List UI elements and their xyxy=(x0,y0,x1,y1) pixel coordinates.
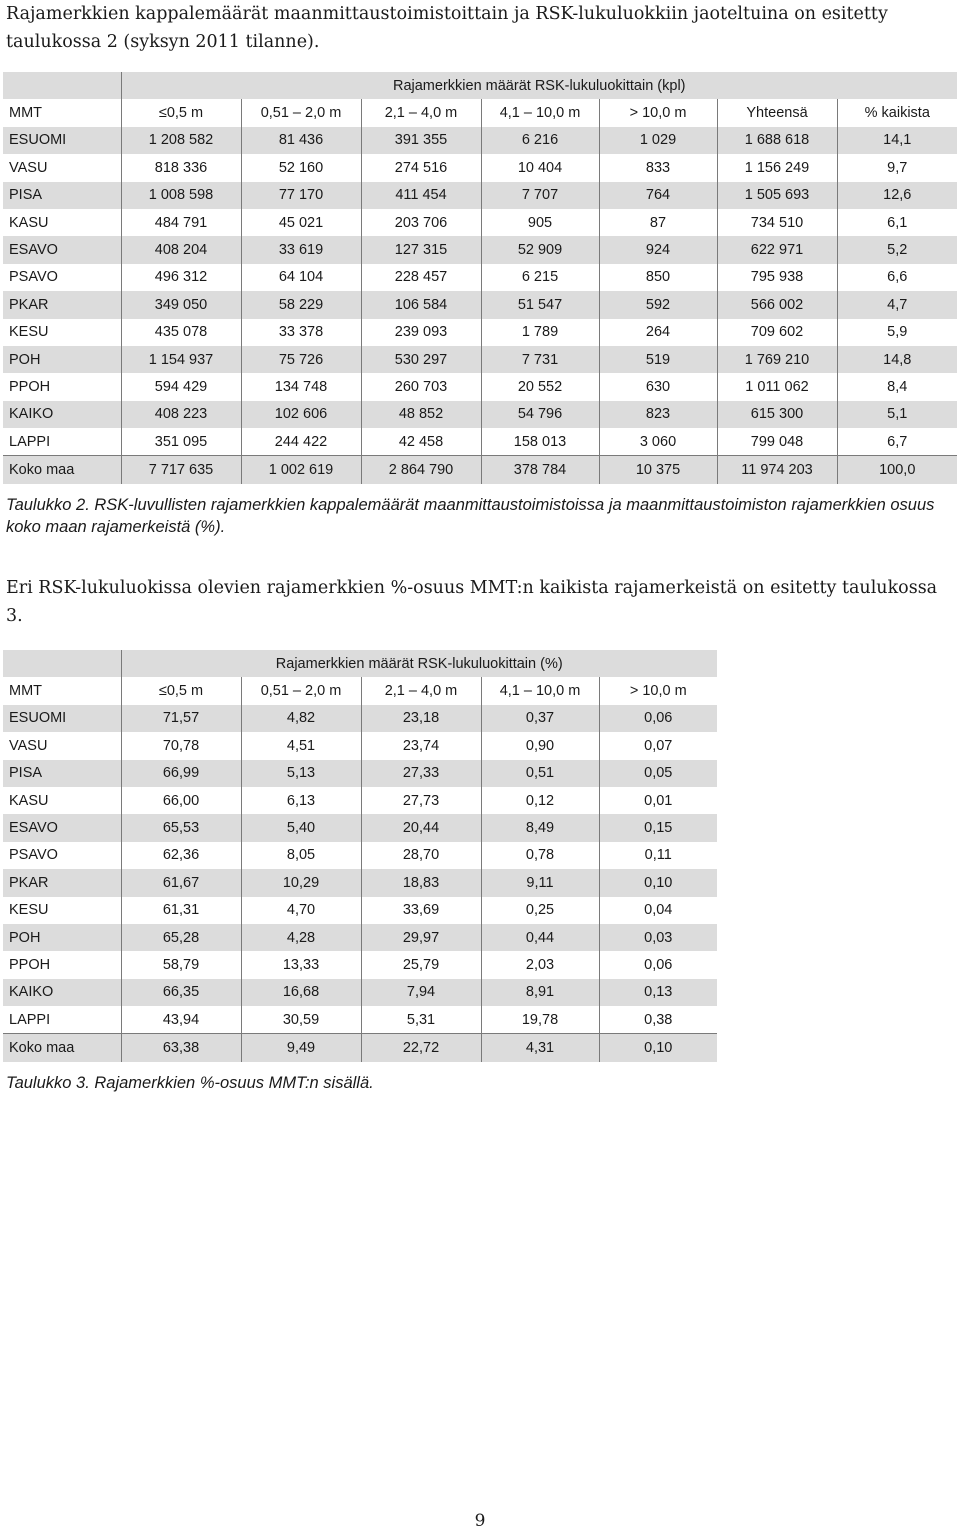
table-row xyxy=(3,705,717,732)
table-cell: 7,94 xyxy=(361,979,481,1006)
table-cell: 264 xyxy=(599,319,717,346)
table-cell: 158 013 xyxy=(481,428,599,456)
table-cell: 1 154 937 xyxy=(121,346,241,373)
table-row xyxy=(3,236,957,263)
table-cell: 411 454 xyxy=(361,182,481,209)
table-cell: 823 xyxy=(599,401,717,428)
row-label: PISA xyxy=(3,760,121,787)
table-cell: 239 093 xyxy=(361,319,481,346)
table-cell: 70,78 xyxy=(121,732,241,759)
table-2-header-total: Yhteensä xyxy=(717,99,837,126)
table-cell: 23,18 xyxy=(361,705,481,732)
table-cell: 4,7 xyxy=(837,291,957,318)
table-cell: 4,31 xyxy=(481,1034,599,1062)
row-label: LAPPI xyxy=(3,428,121,456)
table-cell: 1 789 xyxy=(481,319,599,346)
row-label: PKAR xyxy=(3,291,121,318)
table-cell: 4,28 xyxy=(241,924,361,951)
table-cell: 100,0 xyxy=(837,456,957,484)
table-cell: 19,78 xyxy=(481,1006,599,1034)
table-cell: 5,9 xyxy=(887,324,908,341)
table-cell: 7 707 xyxy=(481,182,599,209)
table-2-header-row xyxy=(3,99,957,126)
table-cell: 8,05 xyxy=(241,842,361,869)
table-row xyxy=(3,154,957,181)
table-cell: 260 703 xyxy=(361,373,481,400)
table-cell: 20,44 xyxy=(361,814,481,841)
table-cell: 5,40 xyxy=(241,814,361,841)
table-cell: 244 422 xyxy=(241,428,361,456)
table-2-title: Rajamerkkien määrät RSK-lukuluokittain (kpl) xyxy=(121,72,957,99)
table-3-corner-cell xyxy=(3,650,121,677)
table-row xyxy=(3,291,957,318)
table-cell: 102 606 xyxy=(241,401,361,428)
table-cell: 905 xyxy=(481,209,599,236)
table-cell: 52 160 xyxy=(241,154,361,181)
intro-paragraph: Rajamerkkien kappalemäärät maanmittaustoimistoittain ja RSK-lukuluokkiin jaoteltuina on esitetty taulukossa 2 (syksyn 2011 tilanne). xyxy=(6,4,888,52)
table-cell: 1 688 618 xyxy=(717,127,837,154)
table-row xyxy=(3,897,717,924)
table-cell: 18,83 xyxy=(361,869,481,896)
table-3-header-class-1: ≤0,5 m xyxy=(121,677,241,704)
table-cell: 0,44 xyxy=(481,924,599,951)
table-cell: 496 312 xyxy=(121,264,241,291)
table-cell: 8,4 xyxy=(887,378,908,395)
table-cell: 622 971 xyxy=(717,236,837,263)
table-cell: 30,59 xyxy=(241,1006,361,1034)
table-cell: 0,11 xyxy=(644,847,672,864)
table-cell: 14,1 xyxy=(837,127,957,154)
table-cell: 106 584 xyxy=(361,291,481,318)
table-cell: 66,99 xyxy=(121,760,241,787)
row-label: Koko maa xyxy=(3,456,121,484)
row-label: ESAVO xyxy=(3,814,121,841)
table-row xyxy=(3,264,957,291)
table-cell: 484 791 xyxy=(121,209,241,236)
table-cell: 228 457 xyxy=(361,264,481,291)
table-cell: 0,51 xyxy=(481,760,599,787)
row-label: Koko maa xyxy=(3,1034,121,1062)
table-row xyxy=(3,732,717,759)
table-cell: 1 769 210 xyxy=(717,346,837,373)
table-cell: 378 784 xyxy=(481,456,599,484)
table-3-title: Rajamerkkien määrät RSK-lukuluokittain (%) xyxy=(121,650,717,677)
table-2-header-class-3: 2,1 – 4,0 m xyxy=(361,99,481,126)
table-cell: 0,38 xyxy=(644,1011,673,1028)
table-cell: 1 029 xyxy=(599,127,717,154)
table-cell: 22,72 xyxy=(361,1034,481,1062)
table-cell: 408 204 xyxy=(121,236,241,263)
row-label: KAIKO xyxy=(3,401,121,428)
table-cell: 7 731 xyxy=(481,346,599,373)
table-cell: 1 011 062 xyxy=(717,373,837,400)
table-cell: 81 436 xyxy=(241,127,361,154)
table-cell: 33 378 xyxy=(241,319,361,346)
table-cell: 33 619 xyxy=(241,236,361,263)
table-cell: 13,33 xyxy=(241,951,361,978)
middle-paragraph: Eri RSK-lukuluokissa olevien rajamerkkien %-osuus MMT:n kaikista rajamerkeistä on esitetty taulukossa 3. xyxy=(6,578,938,626)
row-label: KAIKO xyxy=(3,979,121,1006)
table-row xyxy=(3,428,957,456)
table-cell: 592 xyxy=(599,291,717,318)
table-cell: 27,73 xyxy=(361,787,481,814)
table-cell: 10 375 xyxy=(599,456,717,484)
table-cell: 850 xyxy=(599,264,717,291)
table-cell: 8,91 xyxy=(481,979,599,1006)
table-cell: 274 516 xyxy=(361,154,481,181)
table-cell: 5,13 xyxy=(241,760,361,787)
table-row xyxy=(3,1006,717,1034)
table-cell: 10 404 xyxy=(481,154,599,181)
table-cell: 62,36 xyxy=(121,842,241,869)
row-label: LAPPI xyxy=(3,1006,121,1034)
table-cell: 43,94 xyxy=(121,1006,241,1034)
table-cell: 33,69 xyxy=(361,897,481,924)
table-3-header-class-5: > 10,0 m xyxy=(629,683,687,700)
table-cell: 23,74 xyxy=(361,732,481,759)
table-cell: 764 xyxy=(599,182,717,209)
table-cell: 5,31 xyxy=(361,1006,481,1034)
table-cell: 66,35 xyxy=(121,979,241,1006)
row-label: PSAVO xyxy=(3,842,121,869)
table-cell: 51 547 xyxy=(481,291,599,318)
table-cell: 734 510 xyxy=(717,209,837,236)
table-cell: 0,06 xyxy=(599,705,717,732)
table-cell: 4,51 xyxy=(241,732,361,759)
table-2-corner-cell xyxy=(3,72,121,99)
row-label: ESUOMI xyxy=(3,705,121,732)
row-label: VASU xyxy=(3,732,121,759)
table-cell: 1 505 693 xyxy=(717,182,837,209)
table-cell: 52 909 xyxy=(481,236,599,263)
table-cell: 65,28 xyxy=(121,924,241,951)
table-cell: 6,13 xyxy=(241,787,361,814)
table-cell: 6 216 xyxy=(481,127,599,154)
row-label: KASU xyxy=(3,209,121,236)
table-cell: 9,11 xyxy=(481,869,599,896)
table-2-header-class-5: > 10,0 m xyxy=(599,99,717,126)
table-cell: 134 748 xyxy=(241,373,361,400)
table-cell: 709 602 xyxy=(717,319,837,346)
row-label: ESUOMI xyxy=(3,127,121,154)
table-2-header-class-4: 4,1 – 10,0 m xyxy=(481,99,599,126)
table-cell: 10,29 xyxy=(241,869,361,896)
row-label: KASU xyxy=(3,787,121,814)
row-label: PISA xyxy=(3,182,121,209)
table-row xyxy=(3,127,957,154)
table-2-header-class-2: 0,51 – 2,0 m xyxy=(241,99,361,126)
row-label: PPOH xyxy=(3,373,121,400)
table-cell: 530 297 xyxy=(361,346,481,373)
table-3-header-mmt: MMT xyxy=(3,677,121,704)
table-row xyxy=(3,951,717,978)
table-cell: 2,03 xyxy=(481,951,599,978)
table-cell: 0,37 xyxy=(481,705,599,732)
table-cell: 127 315 xyxy=(361,236,481,263)
table-2-header-class-1: ≤0,5 m xyxy=(121,99,241,126)
table-cell: 0,01 xyxy=(644,792,673,809)
row-label: PPOH xyxy=(3,951,121,978)
table-row xyxy=(3,319,957,346)
table-cell: 61,67 xyxy=(121,869,241,896)
table-cell: 799 048 xyxy=(717,428,837,456)
table-cell: 9,7 xyxy=(887,159,908,176)
table-cell: 65,53 xyxy=(121,814,241,841)
table-cell: 66,00 xyxy=(121,787,241,814)
table-cell: 77 170 xyxy=(241,182,361,209)
table-cell: 0,06 xyxy=(644,956,673,973)
table-cell: 594 429 xyxy=(121,373,241,400)
table-3-header-class-3: 2,1 – 4,0 m xyxy=(361,677,481,704)
table-cell: 6,6 xyxy=(887,269,908,286)
table-cell: 0,78 xyxy=(481,842,599,869)
table-row xyxy=(3,842,717,869)
table-row xyxy=(3,760,717,787)
table-cell: 6,1 xyxy=(887,214,908,231)
table-cell: 0,15 xyxy=(599,814,717,841)
table-cell: 61,31 xyxy=(121,897,241,924)
table-cell: 45 021 xyxy=(241,209,361,236)
table-3-title-row xyxy=(3,650,717,677)
row-label: KESU xyxy=(3,897,121,924)
table-cell: 203 706 xyxy=(361,209,481,236)
row-label: POH xyxy=(3,346,121,373)
table-cell: 87 xyxy=(599,209,717,236)
table-cell: 58,79 xyxy=(121,951,241,978)
table-cell: 3 060 xyxy=(599,428,717,456)
table-cell: 16,68 xyxy=(241,979,361,1006)
table-cell: 27,33 xyxy=(361,760,481,787)
row-label: KESU xyxy=(3,319,121,346)
table-cell: 0,10 xyxy=(599,869,717,896)
table-cell: 1 002 619 xyxy=(241,456,361,484)
row-label: PKAR xyxy=(3,869,121,896)
table-cell: 833 xyxy=(599,154,717,181)
table-cell: 6 215 xyxy=(481,264,599,291)
table-cell: 0,13 xyxy=(599,979,717,1006)
table-cell: 63,38 xyxy=(121,1034,241,1062)
table-cell: 7 717 635 xyxy=(121,456,241,484)
table-cell: 1 008 598 xyxy=(121,182,241,209)
table-cell: 795 938 xyxy=(717,264,837,291)
table-cell: 75 726 xyxy=(241,346,361,373)
table-cell: 566 002 xyxy=(717,291,837,318)
table-2 xyxy=(3,72,957,484)
table-cell: 12,6 xyxy=(837,182,957,209)
table-cell: 2 864 790 xyxy=(361,456,481,484)
table-cell: 0,12 xyxy=(481,787,599,814)
table-cell: 391 355 xyxy=(361,127,481,154)
table-3-header-class-2: 0,51 – 2,0 m xyxy=(241,677,361,704)
table-cell: 0,05 xyxy=(599,760,717,787)
table-cell: 28,70 xyxy=(361,842,481,869)
table-row xyxy=(3,924,717,951)
table-3-header-row xyxy=(3,677,717,704)
table-cell: 4,70 xyxy=(241,897,361,924)
table-cell: 5,2 xyxy=(837,236,957,263)
page-number: 9 xyxy=(474,1511,486,1531)
table-cell: 0,04 xyxy=(644,902,673,919)
table-cell: 351 095 xyxy=(121,428,241,456)
table-2-header-mmt: MMT xyxy=(3,99,121,126)
table-cell: 11 974 203 xyxy=(717,456,837,484)
table-cell: 25,79 xyxy=(361,951,481,978)
table-cell: 0,25 xyxy=(481,897,599,924)
table-cell: 924 xyxy=(599,236,717,263)
table-3-header-class-4: 4,1 – 10,0 m xyxy=(481,677,599,704)
table-2-caption: Taulukko 2. RSK-luvullisten rajamerkkien kappalemäärät maanmittaustoimistoissa ja maanmittaustoimiston rajamerkkien osuus koko maan rajamerkeistä (%). xyxy=(6,496,935,536)
row-label: ESAVO xyxy=(3,236,121,263)
table-cell: 5,1 xyxy=(837,401,957,428)
table-cell: 0,03 xyxy=(599,924,717,951)
table-cell: 1 156 249 xyxy=(717,154,837,181)
table-cell: 71,57 xyxy=(121,705,241,732)
table-3 xyxy=(3,650,717,1062)
table-cell: 519 xyxy=(599,346,717,373)
table-row xyxy=(3,373,957,400)
row-label: VASU xyxy=(3,154,121,181)
table-cell: 29,97 xyxy=(361,924,481,951)
table-cell: 0,90 xyxy=(481,732,599,759)
row-label: PSAVO xyxy=(3,264,121,291)
table-row xyxy=(3,182,957,209)
table-2-title-row xyxy=(3,72,957,99)
table-cell: 349 050 xyxy=(121,291,241,318)
row-label: POH xyxy=(3,924,121,951)
table-row xyxy=(3,814,717,841)
table-cell: 408 223 xyxy=(121,401,241,428)
table-row xyxy=(3,1034,717,1062)
table-row xyxy=(3,209,957,236)
table-cell: 9,49 xyxy=(241,1034,361,1062)
table-row xyxy=(3,456,957,484)
table-cell: 0,07 xyxy=(644,737,673,754)
table-cell: 54 796 xyxy=(481,401,599,428)
table-2-header-share: % kaikista xyxy=(864,105,930,122)
table-cell: 8,49 xyxy=(481,814,599,841)
table-cell: 6,7 xyxy=(887,433,908,450)
table-cell: 42 458 xyxy=(361,428,481,456)
table-cell: 58 229 xyxy=(241,291,361,318)
table-cell: 818 336 xyxy=(121,154,241,181)
table-row xyxy=(3,346,957,373)
table-row xyxy=(3,979,717,1006)
table-cell: 64 104 xyxy=(241,264,361,291)
table-cell: 48 852 xyxy=(361,401,481,428)
table-cell: 0,10 xyxy=(599,1034,717,1062)
table-cell: 615 300 xyxy=(717,401,837,428)
table-row xyxy=(3,787,717,814)
table-cell: 14,8 xyxy=(837,346,957,373)
table-cell: 435 078 xyxy=(121,319,241,346)
table-row xyxy=(3,401,957,428)
table-cell: 20 552 xyxy=(481,373,599,400)
table-cell: 1 208 582 xyxy=(121,127,241,154)
table-3-caption: Taulukko 3. Rajamerkkien %-osuus MMT:n sisällä. xyxy=(6,1074,374,1092)
table-cell: 4,82 xyxy=(241,705,361,732)
table-cell: 630 xyxy=(599,373,717,400)
table-row xyxy=(3,869,717,896)
